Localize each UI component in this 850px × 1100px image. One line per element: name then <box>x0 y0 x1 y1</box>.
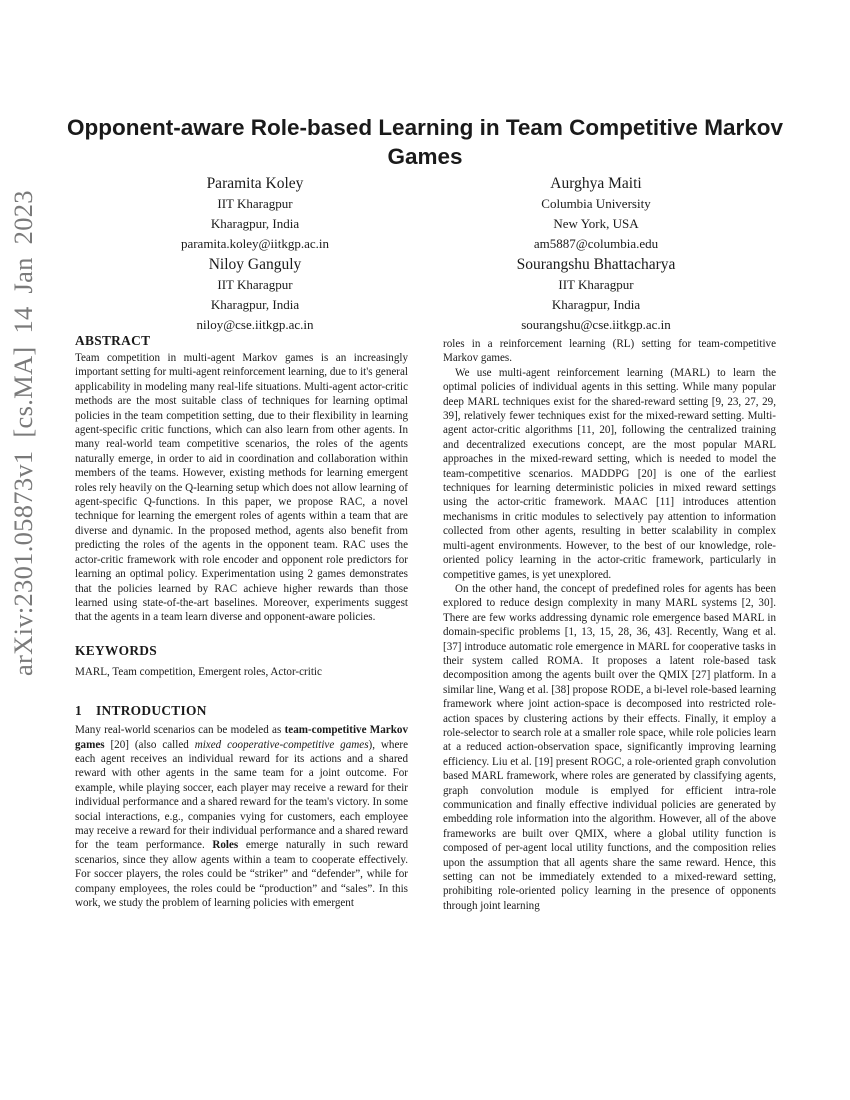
abstract-text: Team competition in multi-agent Markov games is an increasingly important setting for multi-agent reinforcement learning, due to it's general applicability in modeling many real-life situations. Multi-agent actor-critic methods are the most suitable class of techniques for learning optimal policies in the team competition setting, due to their flexibility in learning agent-specific critic functions, which can also learn from other agents. In many real-world team competitive scenarios, the roles of the agents naturally emerge, in order to aid in coordination and collaboration within members of the teams. However, existing methods for learning emergent roles rely heavily on the Q-learning setup which does not allow learning of agent-specific Q-functions. In this paper, we propose RAC, a novel technique for learning the emergent roles of agents within a team that are diverse and dynamic. In the proposed method, agents also benefit from predicting the roles of the agents in the opponent team. RAC uses the actor-critic framework with role encoder and opponent role predictors for learning an optimal policy. Experimentation using 2 games demonstrates that the policies learned by RAC achieve higher rewards than those learned using state-of-the-art baselines. Moreover, experiments suggest that the agents in a team learn diverse and opponent-aware policies. <box>75 352 408 624</box>
author-block <box>446 173 746 254</box>
arxiv-identifier: arXiv:2301.05873v1 [cs.MA] 14 Jan 2023 <box>8 190 38 676</box>
intro-paragraph-continued: roles in a reinforcement learning (RL) setting for team-competitive Markov games. <box>443 338 776 365</box>
author-email: paramita.koley@iitkgp.ac.in <box>180 236 330 251</box>
intro-paragraph: Many real-world scenarios can be modeled as team-competitive Markov games [20] (also called mixed cooperative-competitive games), where each agent receives an individual reward for its actions and a shared reward with other agents in the same team for a joint outcome. For example, while playing soccer, each player may receive a reward for their individual performance and a shared reward for the team's victory. In some social interactions, e.g., companies vying for customers, each employee may receive a reward for their individual performance and a shared reward for the team performance. Roles emerge naturally in such reward scenarios, since they allow agents within a team to cooperate effectively. For soccer players, the roles could be “striker” and “defender”, while for company employees, the roles could be “production” and “sales”. In this work, we study the problem of learning policies with emergent <box>75 724 408 909</box>
paper-title: Opponent-aware Role-based Learning in Team Competitive Markov Games <box>67 115 783 169</box>
section-number: 1 <box>75 703 82 719</box>
author-name: Paramita Koley <box>206 175 304 192</box>
author-location: Kharagpur, India <box>210 216 300 231</box>
keywords-heading: KEYWORDS <box>75 642 158 658</box>
left-column <box>75 333 408 910</box>
author-email: niloy@cse.iitkgp.ac.in <box>196 317 314 332</box>
author-affiliation: IIT Kharagpur <box>217 277 293 292</box>
author-block <box>105 254 405 335</box>
author-name: Sourangshu Bhattacharya <box>516 256 676 273</box>
author-affiliation: Columbia University <box>541 196 651 211</box>
author-name: Niloy Ganguly <box>208 256 302 273</box>
author-location: New York, USA <box>553 216 639 231</box>
intro-paragraph: We use multi-agent reinforcement learning (MARL) to learn the optimal policies of individual agents in this setting. While many popular deep MARL techniques exist for the shared-reward setting [9, 23, 27, 29, 39], relatively fewer techniques exist for the mixed-reward setting. Multi-agent actor-critic algorithms [11, 20], following the centralized training and decentralized executions concept, are the most popular MARL approaches in the mixed-reward setting, which is needed to model the team-competitive scenarios. MADDPG [20] is one of the earliest techniques for learning deterministic policies in mixed reward settings using the actor-critic framework. MAAC [11] introduces attention mechanisms in critic modules to selectively pay attention to information collected from other agents, resulting in better scalability in complex multi-agent environments. However, to the best of our knowledge, role-oriented policy learning in the actor-critic framework, particularly in competitive games, is yet unexplored. <box>443 366 776 581</box>
author-email: am5887@columbia.edu <box>533 236 659 251</box>
term-mixed-games: mixed cooperative-competitive games <box>194 738 369 751</box>
author-block <box>446 254 746 335</box>
section-title: INTRODUCTION <box>96 703 207 719</box>
intro-paragraph: On the other hand, the concept of predefined roles for agents has been explored to reduce design complexity in many MARL systems [2, 30]. There are few works addressing dynamic role emergence based MARL in domain-specific problems [1, 13, 15, 28, 36, 43]. Recently, Wang et al. [37] introduce automatic role emergence in MARL for cooperative tasks in their system called ROMA. It proposes a latent role-based task decomposition among the agents built over the QMIX [27] platform. In a similar line, Wang et al. [38] propose RODE, a bi-level role-based learning framework where joint action-space is decomposed into restricted role-action spaces by clustering actions by their effects. Finally, it employ a role-selector to search role at a smaller role space, while role policies learn at a reduced action-observation space, significantly improving learning efficiency. Liu et al. [19] present ROGC, a role-oriented graph convolution based MARL framework, where roles are generated by classifying agents, graph convolution module is emplyed for efficient intra-role communication and finally effective individual policies are generated by embedding role information into the algorithm. However, all of the above frameworks are built over QMIX, where a global utility function is composed of per-agent local utility functions, and the composition relies upon the assumption that all agents share the same reward. Hence, this setting can not be immediately extended to a mixed-reward setting, prohibiting role-oriented policy learning in the presence of opponents through joint learning <box>443 582 776 912</box>
author-block <box>105 173 405 254</box>
term-roles: Roles <box>212 839 239 852</box>
author-email: sourangshu@cse.iitkgp.ac.in <box>521 317 671 332</box>
keywords-text: MARL, Team competition, Emergent roles, Actor-critic <box>75 665 322 678</box>
abstract-heading: ABSTRACT <box>75 333 151 348</box>
right-column <box>443 337 776 913</box>
author-location: Kharagpur, India <box>210 297 300 312</box>
introduction-heading <box>75 703 408 719</box>
author-affiliation: IIT Kharagpur <box>217 196 293 211</box>
author-name: Aurghya Maiti <box>550 175 642 192</box>
author-location: Kharagpur, India <box>551 297 641 312</box>
term-team-competitive: team-competitive Markov games <box>75 724 408 751</box>
author-affiliation: IIT Kharagpur <box>558 277 634 292</box>
